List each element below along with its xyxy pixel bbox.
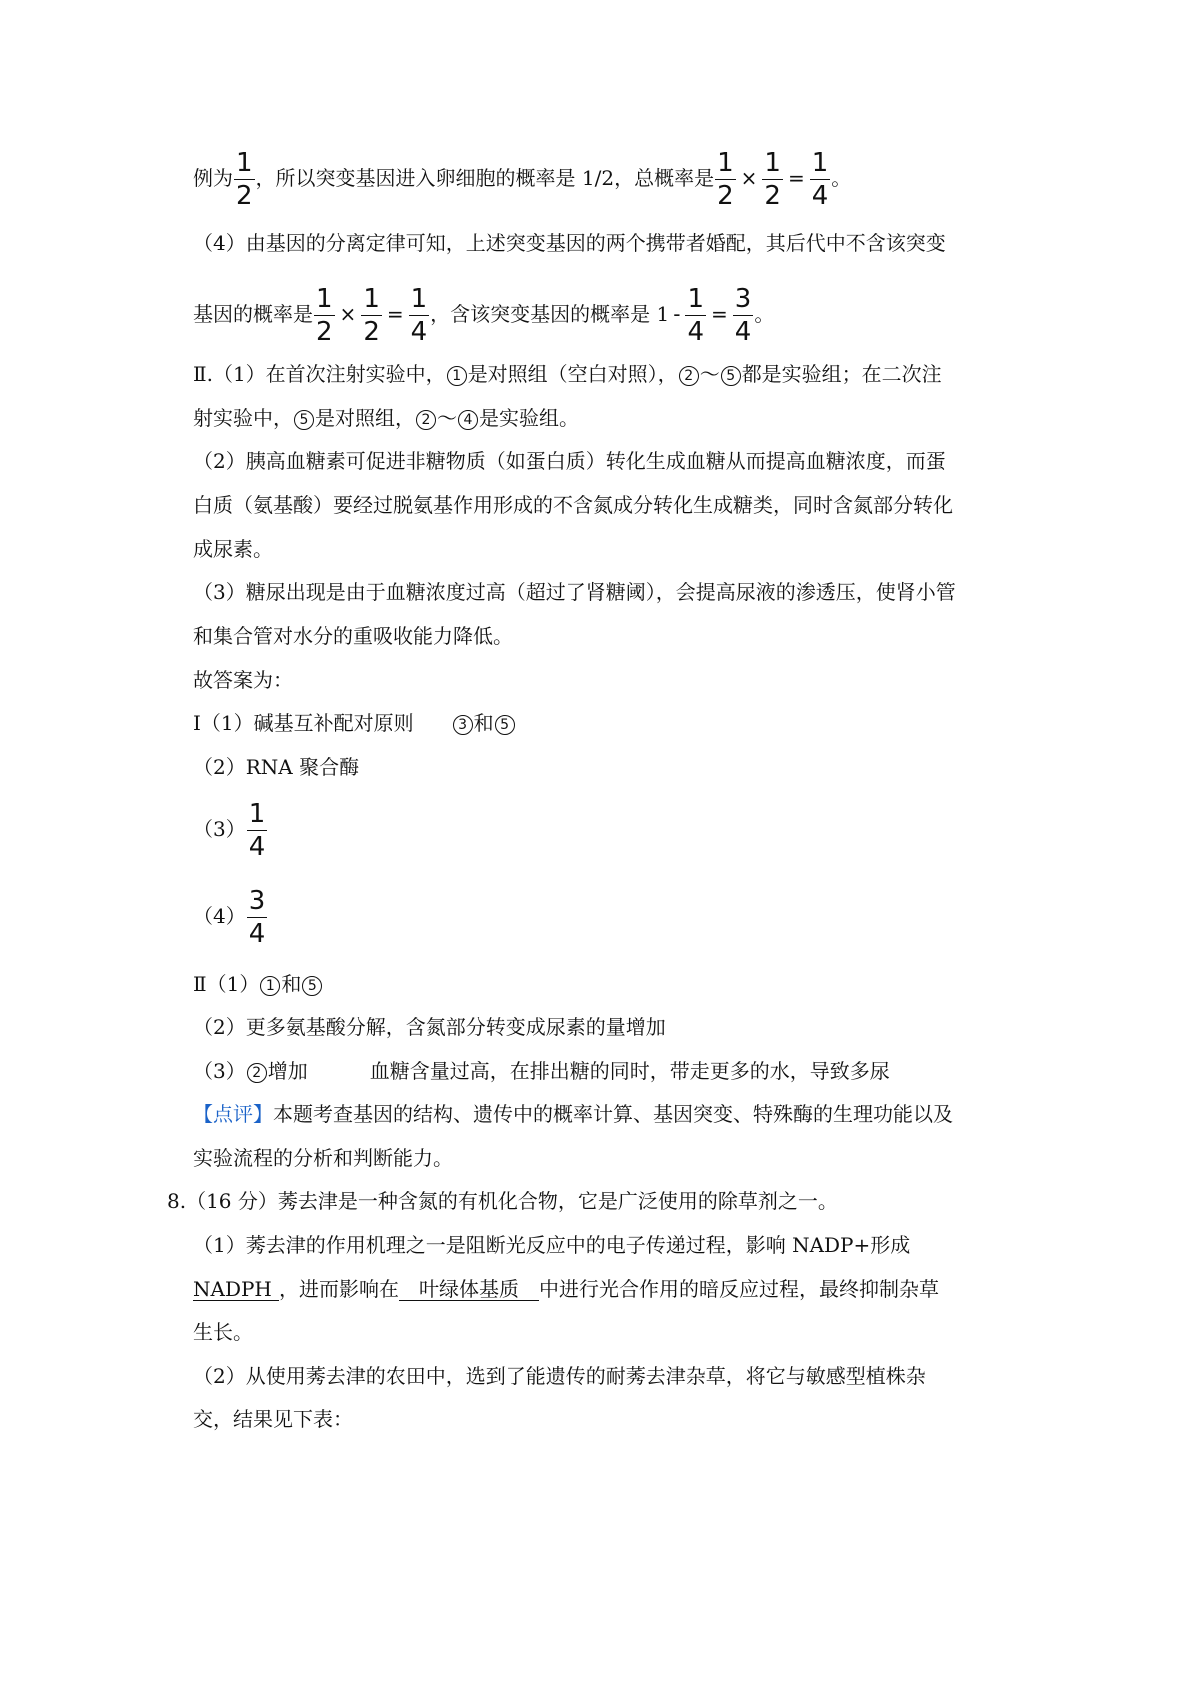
- fraction: [409, 286, 430, 345]
- circled-number: 3: [453, 715, 473, 735]
- text-segment: 。: [831, 166, 852, 190]
- circled-number: 5: [294, 410, 314, 430]
- paragraph-line: 白质（氨基酸）要经过脱氨基作用形成的不含氮成分转化生成糖类，同时含氮部分转化: [193, 493, 953, 517]
- denominator: 2: [764, 181, 781, 211]
- paragraph-line: 成尿素。: [193, 537, 273, 561]
- numerator: 3: [734, 284, 752, 314]
- numerator: 1: [236, 148, 253, 178]
- question-heading: 8.（16 分）莠去津是一种含氮的有机化合物，它是广泛使用的除草剂之一。: [167, 1189, 838, 1213]
- text-segment: 中进行光合作用的暗反应过程，最终抑制杂草: [539, 1277, 939, 1301]
- fraction: [715, 150, 736, 209]
- text-segment: Ⅱ.（1）在首次注射实验中，: [193, 362, 446, 386]
- text-segment: ，所以突变基因进入卵细胞的概率是 1/2，总概率是: [255, 166, 715, 190]
- text-segment: ，含该突变基因的概率是 1: [430, 302, 670, 326]
- circled-number: 1: [447, 366, 467, 386]
- text-segment: 和: [473, 711, 494, 735]
- denominator: 4: [687, 317, 705, 347]
- circled-number: 1: [260, 976, 280, 996]
- comment-tag: 【点评】: [193, 1102, 273, 1126]
- denominator: 4: [811, 181, 829, 211]
- text-segment: Ⅱ（1）: [193, 972, 260, 996]
- answer-line: [193, 711, 516, 735]
- answer-line: [193, 972, 323, 996]
- text-segment: 本题考查基因的结构、遗传中的概率计算、基因突变、特殊酶的生理功能以及: [273, 1102, 953, 1126]
- circled-number: 4: [458, 410, 478, 430]
- numerator: 1: [811, 148, 829, 178]
- paragraph-line: （1）莠去津的作用机理之一是阻断光反应中的电子传递过程，影响 NADP+形成: [193, 1233, 911, 1257]
- paragraph-line: [193, 362, 942, 386]
- denominator: 2: [236, 181, 253, 211]
- times-sign: ×: [339, 302, 357, 326]
- text-segment: 和: [281, 972, 302, 996]
- paragraph-line: （3）糖尿出现是由于血糖浓度过高（超过了肾糖阈），会提高尿液的渗透压，使肾小管: [193, 580, 956, 604]
- fraction: [685, 286, 706, 345]
- numerator: 1: [248, 799, 266, 829]
- text-segment: （3）: [193, 1059, 246, 1083]
- denominator: 4: [248, 919, 266, 949]
- fraction: [810, 150, 831, 209]
- denominator: 2: [363, 317, 380, 347]
- denominator: 4: [734, 317, 752, 347]
- text-segment: 是对照组（空白对照），: [467, 362, 678, 386]
- paragraph-line: [193, 1277, 939, 1301]
- paragraph-line: 交，结果见下表：: [193, 1407, 353, 1431]
- answer-line: （2）更多氨基酸分解，含氮部分转变成尿素的量增加: [193, 1015, 666, 1039]
- text-segment: 是实验组。: [479, 406, 579, 430]
- answer-line: （2）RNA 聚合酶: [193, 755, 360, 779]
- text-segment: ～: [437, 406, 457, 430]
- text-segment: （3）: [193, 817, 246, 841]
- equals-sign: =: [787, 166, 805, 190]
- text-segment: 基因的概率是: [193, 302, 313, 326]
- comment-line: 实验流程的分析和判断能力。: [193, 1146, 453, 1170]
- text-segment: ～: [699, 362, 720, 386]
- circled-number: 2: [247, 1063, 267, 1083]
- paragraph-line: （2）胰高血糖素可促进非糖物质（如蛋白质）转化生成血糖从而提高血糖浓度，而蛋: [193, 449, 946, 473]
- paragraph-line: （4）由基因的分离定律可知，上述突变基因的两个携带者婚配，其后代中不含该突变: [193, 231, 946, 255]
- text-segment: ，进而影响在: [279, 1277, 399, 1301]
- text-segment: 是对照组，: [315, 406, 415, 430]
- numerator: 1: [316, 284, 333, 314]
- comment-line: [193, 1102, 953, 1126]
- paragraph-line: 生长。: [193, 1320, 253, 1344]
- fraction: [733, 286, 754, 345]
- times-sign: ×: [740, 166, 758, 190]
- text-segment: Ⅰ（1）碱基互补配对原则: [193, 711, 414, 735]
- circled-number: 5: [302, 976, 322, 996]
- circled-number: 2: [679, 366, 699, 386]
- fraction: [762, 150, 783, 209]
- probability-line: [193, 150, 851, 209]
- numerator: 3: [248, 886, 266, 916]
- fraction: [247, 801, 268, 860]
- numerator: 1: [764, 148, 781, 178]
- answer-blank: 叶绿体基质: [399, 1278, 539, 1301]
- circled-number: 2: [416, 410, 436, 430]
- text-segment: 例为: [193, 166, 233, 190]
- answer-line: [193, 888, 268, 947]
- text-segment: 增加: [267, 1059, 308, 1083]
- answer-title: 故答案为：: [193, 668, 293, 692]
- paragraph-line: 和集合管对水分的重吸收能力降低。: [193, 624, 513, 648]
- probability-line: [193, 286, 774, 345]
- answer-blank: NADPH: [193, 1278, 279, 1301]
- numerator: 1: [687, 284, 705, 314]
- paragraph-line: [193, 406, 579, 430]
- text-segment: 都是实验组；在二次注: [741, 362, 942, 386]
- equals-sign: =: [386, 302, 404, 326]
- text-segment: 血糖含量过高，在排出糖的同时，带走更多的水，导致多尿: [369, 1059, 890, 1083]
- circled-number: 5: [495, 715, 515, 735]
- denominator: 4: [410, 317, 428, 347]
- denominator: 2: [717, 181, 734, 211]
- answer-line: [193, 801, 268, 860]
- numerator: 1: [717, 148, 734, 178]
- text-segment: 射实验中，: [193, 406, 293, 430]
- text-segment: 。: [754, 302, 775, 326]
- fraction: [361, 286, 382, 345]
- fraction: [234, 150, 255, 209]
- equals-sign: =: [711, 302, 728, 326]
- fraction: [247, 888, 268, 947]
- minus-sign: -: [673, 302, 681, 326]
- circled-number: 5: [721, 366, 741, 386]
- denominator: 4: [248, 832, 266, 862]
- fraction: [314, 286, 335, 345]
- numerator: 1: [363, 284, 380, 314]
- numerator: 1: [410, 284, 428, 314]
- paragraph-line: （2）从使用莠去津的农田中，选到了能遗传的耐莠去津杂草，将它与敏感型植株杂: [193, 1364, 926, 1388]
- denominator: 2: [316, 317, 333, 347]
- text-segment: （4）: [193, 904, 246, 928]
- answer-line: [193, 1059, 890, 1083]
